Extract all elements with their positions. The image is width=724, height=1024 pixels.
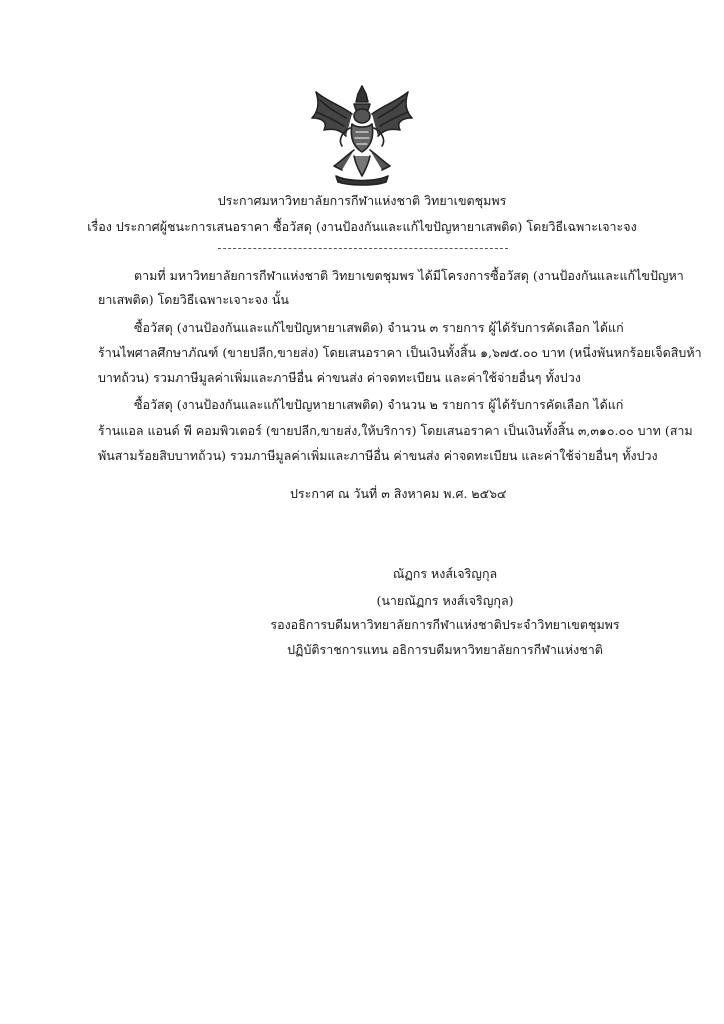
intro-line-1: ตามที่ มหาวิทยาลัยการกีฬาแห่งชาติ วิทยาเขตชุมพร ได้มีโครงการซื้อวัสดุ (งานป้องกันและแก้ไขปัญหา (134, 268, 684, 283)
item1-line-1: ซื้อวัสดุ (งานป้องกันและแก้ไขปัญหายาเสพติด) จำนวน ๓ รายการ ผู้ได้รับการคัดเลือก ได้แก่ (134, 320, 624, 335)
item2-line-1: ซื้อวัสดุ (งานป้องกันและแก้ไขปัญหายาเสพติด) จำนวน ๒ รายการ ผู้ได้รับการคัดเลือก ได้แก่ (134, 397, 624, 412)
garuda-emblem-icon (306, 84, 418, 186)
item1-line-3: บาทถ้วน) รวมภาษีมูลค่าเพิ่มและภาษีอื่น ค่าขนส่ง ค่าจดทะเบียน และค่าใช้จ่ายอื่นๆ ทั้งปวง (98, 370, 581, 385)
signed-name: ณัฏกร หงส์เจริญกุล (392, 566, 498, 581)
title-divider (218, 248, 508, 249)
signer-position: รองอธิการบดีมหาวิทยาลัยการกีฬาแห่งชาติประจำวิทยาเขตชุมพร (270, 617, 620, 632)
printed-name: (นายณัฏกร หงส์เจริญกุล) (376, 593, 514, 608)
item2-line-3: พันสามร้อยสิบบาทถ้วน) รวมภาษีมูลค่าเพิ่มและภาษีอื่น ค่าขนส่ง ค่าจดทะเบียน และค่าใช้จ่ายอื่นๆ ทั้งปวง (98, 448, 658, 463)
item1-line-2: ร้านไพศาลศึกษาภัณฑ์ (ขายปลีก,ขายส่ง) โดยเสนอราคา เป็นเงินทั้งสิ้น ๑,๖๗๕.๐๐ บาท (หนึ่งพันหกร้อยเจ็ดสิบห้า (98, 345, 702, 360)
announcement-date: ประกาศ ณ วันที่ ๓ สิงหาคม พ.ศ. ๒๕๖๔ (290, 486, 507, 501)
announcement-subject: เรื่อง ประกาศผู้ชนะการเสนอราคา ซื้อวัสดุ (งานป้องกันและแก้ไขปัญหายาเสพติด) โดยวิธีเฉพาะเจาะจง (87, 219, 637, 234)
intro-line-2: ยาเสพติด) โดยวิธีเฉพาะเจาะจง นั้น (98, 292, 289, 307)
announcement-title: ประกาศมหาวิทยาลัยการกีฬาแห่งชาติ วิทยาเขตชุมพร (217, 193, 507, 208)
item2-line-2: ร้านแอล แอนด์ พี คอมพิวเตอร์ (ขายปลีก,ขายส่ง,ให้บริการ) โดยเสนอราคา เป็นเงินทั้งสิ้น ๓,๓๑๐.๐๐ บาท (สาม (98, 423, 693, 438)
acting-on-behalf: ปฏิบัติราชการแทน อธิการบดีมหาวิทยาลัยการกีฬาแห่งชาติ (287, 642, 603, 657)
